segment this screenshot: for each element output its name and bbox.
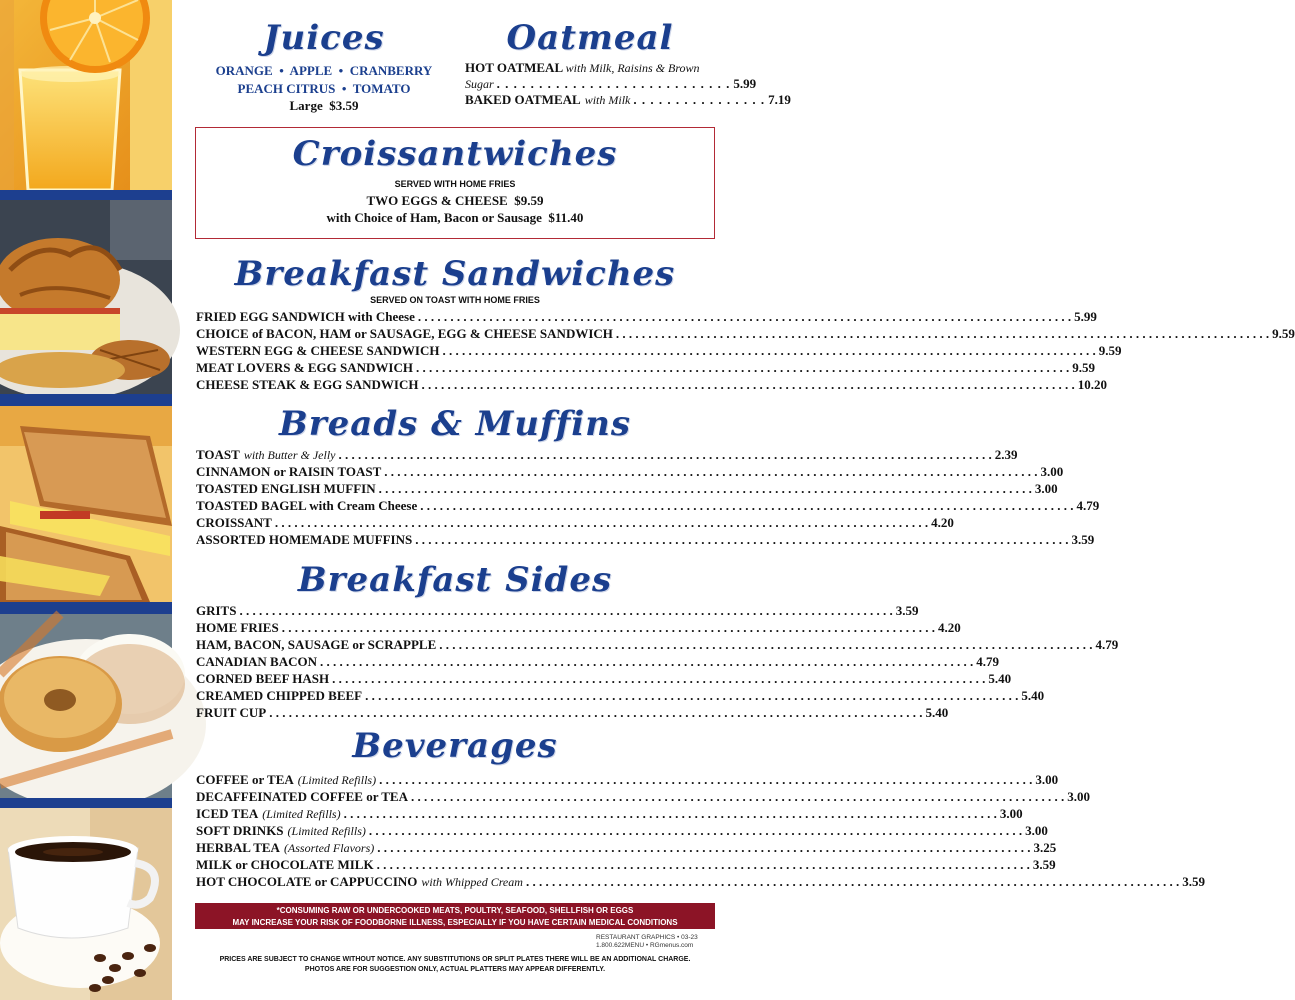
dot-leader: [344, 806, 997, 822]
croissantwich-line-2: with Choice of Ham, Bacon or Sausage $11.40: [326, 210, 584, 225]
menu-item: [196, 343, 1122, 360]
menu-item: [196, 688, 1045, 705]
item-note: Sugar: [465, 77, 494, 91]
item-price: 3.25: [1033, 840, 1057, 855]
item-price: 3.00: [1025, 823, 1048, 838]
breakfast-sides-title: Breakfast Sides: [297, 560, 613, 600]
warning-line-1: *CONSUMING RAW OR UNDERCOOKED MEATS, POULTRY, SEAFOOD, SHELLFISH OR EGGS: [276, 906, 634, 915]
item-name: CROISSANT: [196, 515, 272, 530]
dot-leader: [411, 789, 1064, 805]
item-price: 4.20: [937, 620, 961, 635]
dot-leader: [526, 874, 1179, 890]
item-name: MEAT LOVERS & EGG SANDWICH: [196, 360, 413, 375]
item-price: 5.99: [733, 76, 757, 91]
dot-leader: [320, 654, 973, 670]
dot-leader: [369, 823, 1022, 839]
dot-leader: [377, 840, 1030, 856]
bagel-photo: [0, 614, 172, 798]
item-price: 3.59: [1182, 874, 1205, 889]
item-name: WESTERN EGG & CHEESE SANDWICH: [196, 343, 440, 358]
photo-strip: [0, 0, 172, 1000]
item-note: with Milk, Raisins & Brown: [565, 61, 700, 75]
item-name: TOASTED ENGLISH MUFFIN: [196, 481, 376, 496]
item-name: CREAMED CHIPPED BEEF: [196, 688, 363, 703]
breakfast-sandwiches-title: Breakfast Sandwiches: [234, 254, 676, 294]
item-name: HOME FRIES: [196, 620, 279, 635]
item-name: FRIED EGG SANDWICH with Cheese: [196, 309, 415, 324]
dot-leader: [339, 447, 992, 463]
dot-leader: [365, 688, 1018, 704]
item-price: 4.79: [976, 654, 999, 669]
blue-band: [0, 394, 172, 406]
coffee-photo: [0, 808, 172, 1000]
item-price: 3.59: [895, 603, 919, 618]
item-note: with Butter & Jelly: [243, 448, 336, 462]
warning-line-2: MAY INCREASE YOUR RISK OF FOODBORNE ILLNESS, ESPECIALLY IF YOU HAVE CERTAIN MEDICAL CONDITIONS: [232, 918, 678, 927]
dot-leader: [442, 343, 1095, 359]
item-price: 9.59: [1072, 360, 1095, 375]
dot-leader: [275, 515, 928, 531]
item-name: BAKED OATMEAL: [465, 92, 581, 107]
oatmeal-list: [465, 60, 791, 108]
juices-list: [196, 62, 452, 114]
dot-leader: [377, 857, 1030, 873]
item-name: SOFT DRINKS: [196, 823, 284, 838]
item-name: TOASTED BAGEL with Cream Cheese: [196, 498, 418, 513]
dot-leader: [420, 498, 1073, 514]
menu-item: [196, 377, 1107, 394]
menu-item: [196, 498, 1100, 515]
blue-band: [0, 798, 172, 808]
item-price: 4.79: [1076, 498, 1100, 513]
menu-item: [196, 532, 1095, 549]
item-price: 3.59: [1071, 532, 1095, 547]
item-note: (Limited Refills): [262, 807, 341, 821]
item-price: 4.20: [931, 515, 954, 530]
item-price: 3.00: [1067, 789, 1090, 804]
dot-leader: [384, 464, 1037, 480]
croissantwiches-subtitle: SERVED WITH HOME FRIES: [394, 179, 516, 189]
menu-item: [196, 326, 1295, 343]
item-name: CINNAMON or RAISIN TOAST: [196, 464, 382, 479]
item-name: HOT OATMEAL: [465, 60, 563, 75]
item-note: (Limited Refills): [297, 773, 377, 787]
dot-leader: [379, 772, 1032, 788]
menu-item: [196, 654, 999, 671]
item-price: 9.59: [1098, 343, 1122, 358]
menu-item: [196, 309, 1097, 326]
dot-leader: [239, 603, 892, 619]
item-name: ICED TEA: [196, 806, 259, 821]
croissantwich-line-1: TWO EGGS & CHEESE $9.59: [366, 193, 544, 208]
menu-item: [196, 481, 1058, 498]
menu-item: [196, 447, 1018, 464]
item-name: ASSORTED HOMEMADE MUFFINS: [196, 532, 413, 547]
item-note: (Limited Refills): [287, 824, 366, 838]
beverages-title: Beverages: [352, 726, 558, 766]
item-price: 5.40: [1021, 688, 1045, 703]
dot-leader: [616, 326, 1269, 342]
item-name: MILK or CHOCOLATE MILK: [196, 857, 374, 872]
menu-item: [196, 360, 1095, 377]
dot-leader: [439, 637, 1092, 653]
dot-leader: [418, 309, 1071, 325]
breakfast-sandwiches-subtitle: SERVED ON TOAST WITH HOME FRIES: [370, 295, 540, 305]
dot-leader: [332, 671, 985, 687]
item-note: with Milk: [584, 93, 631, 107]
croissantwiches-box: [195, 127, 715, 239]
toast-sandwich-photo: [0, 406, 172, 602]
footer-disclaimer: [196, 955, 714, 975]
item-name: GRITS: [196, 603, 237, 618]
foodborne-warning: [195, 903, 715, 929]
menu-item: [196, 637, 1119, 654]
item-price: 4.79: [1095, 637, 1119, 652]
item-price: 3.00: [1040, 464, 1064, 479]
menu-item: [196, 603, 919, 620]
item-price: 10.20: [1077, 377, 1107, 392]
dot-leader: [416, 360, 1069, 376]
oatmeal-item: BAKED OATMEAL with Milk . . . . . . . . . . . . . . . . 7.19: [465, 92, 791, 107]
menu-item: [196, 806, 1023, 823]
dot-leader: [415, 532, 1068, 548]
footer-line-1: PRICES ARE SUBJECT TO CHANGE WITHOUT NOTICE. ANY SUBSTITUTIONS OR SPLIT PLATES THERE WILL BE AN ADDITIONAL CHARGE.: [219, 956, 691, 963]
item-name: HOT CHOCOLATE or CAPPUCCINO: [196, 874, 418, 889]
menu-item: [196, 857, 1056, 874]
item-name: DECAFFEINATED COFFEE or TEA: [196, 789, 408, 804]
juices-title: Juices: [263, 18, 385, 58]
croissant-sandwich-photo: [0, 200, 172, 394]
item-note: (Assorted Flavors): [283, 841, 375, 855]
dot-leader: [269, 705, 922, 721]
menu-item: [196, 840, 1057, 857]
item-note: with Whipped Cream: [421, 875, 523, 889]
footer-line-2: PHOTOS ARE FOR SUGGESTION ONLY, ACTUAL PLATTERS MAY APPEAR DIFFERENTLY.: [304, 966, 606, 973]
item-price: 3.59: [1032, 857, 1056, 872]
item-name: CHOICE of BACON, HAM or SAUSAGE, EGG & CHEESE SANDWICH: [196, 326, 613, 341]
restaurant-graphics-logo: [596, 934, 716, 950]
menu-item: [196, 620, 961, 637]
juices-line-1: ORANGE • APPLE • CRANBERRY: [215, 63, 433, 78]
item-price: 3.00: [1034, 481, 1058, 496]
dot-leader: [379, 481, 1032, 497]
juices-size-price: Large $3.59: [289, 98, 359, 113]
item-name: CHEESE STEAK & EGG SANDWICH: [196, 377, 419, 392]
breads-muffins-title: Breads & Muffins: [279, 404, 631, 444]
dot-leader: [282, 620, 935, 636]
croissantwiches-title: Croissantwiches: [292, 134, 618, 174]
logo-line-1: RESTAURANT GRAPHICS • 03-23: [596, 934, 698, 941]
menu-item: [196, 671, 1012, 688]
item-price: 9.59: [1272, 326, 1295, 341]
dot-leader: [422, 377, 1075, 393]
item-name: CANADIAN BACON: [196, 654, 317, 669]
oatmeal-item-cont: Sugar . . . . . . . . . . . . . . . . . . . . . . . . . . . . 5.99: [465, 76, 757, 91]
item-name: HERBAL TEA: [196, 840, 280, 855]
menu-item: [196, 789, 1090, 806]
item-price: 3.00: [999, 806, 1023, 821]
menu-item: [196, 705, 949, 722]
item-name: FRUIT CUP: [196, 705, 267, 720]
blue-band: [0, 602, 172, 614]
item-name: TOAST: [196, 447, 240, 462]
orange-juice-photo: [0, 0, 172, 190]
oatmeal-item: [465, 60, 715, 76]
item-name: CORNED BEEF HASH: [196, 671, 330, 686]
item-price: 5.99: [1074, 309, 1097, 324]
item-name: HAM, BACON, SAUSAGE or SCRAPPLE: [196, 637, 437, 652]
menu-item: [196, 464, 1064, 481]
item-price: 7.19: [768, 92, 791, 107]
menu-item: [196, 772, 1059, 789]
item-price: 5.40: [988, 671, 1012, 686]
item-name: COFFEE or TEA: [196, 772, 294, 787]
oatmeal-title: Oatmeal: [506, 18, 674, 58]
item-price: 3.00: [1035, 772, 1059, 787]
item-price: 2.39: [994, 447, 1018, 462]
croissantwiches-items: [196, 192, 714, 226]
menu-item: [196, 823, 1048, 840]
juices-line-2: PEACH CITRUS • TOMATO: [237, 81, 411, 96]
blue-band: [0, 190, 172, 200]
menu-item: [196, 515, 954, 532]
logo-line-2: 1.800.622MENU • RGmenus.com: [596, 942, 694, 949]
item-price: 5.40: [925, 705, 949, 720]
menu-item: [196, 874, 1205, 891]
